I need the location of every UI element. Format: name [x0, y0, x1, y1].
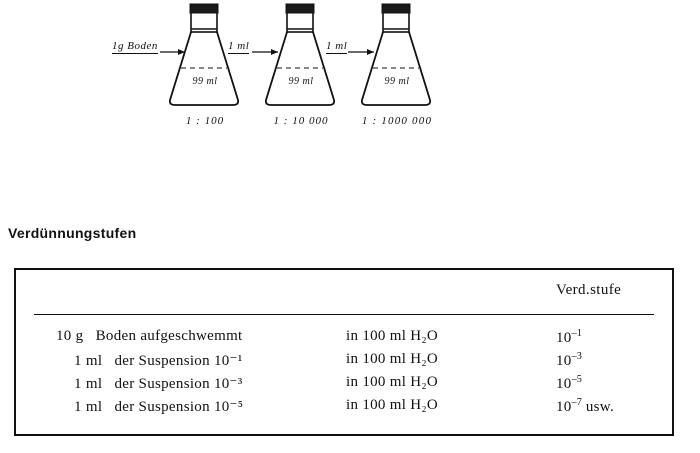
dilution-diagram: [0, 0, 700, 150]
row-solvent: in 100 ml H₂O: [346, 397, 439, 413]
diagram-transfer-label-2: 1 ml: [326, 40, 348, 52]
flask-1: [160, 2, 250, 137]
row-description: [74, 397, 374, 416]
dilution-table: [14, 268, 674, 436]
row-stage: [556, 397, 614, 416]
row-text: Boden aufgeschwemmt: [95, 328, 243, 344]
diagram-transfer-label-1: 1 ml: [228, 40, 250, 52]
row-stage-base: 10: [556, 376, 572, 392]
row-stage: [556, 328, 582, 347]
row-stage-base: 10: [556, 353, 572, 369]
row-stage-exponent: –3: [571, 351, 582, 362]
diagram-input-label: 1g Boden: [112, 40, 158, 52]
flask-3: [352, 2, 442, 137]
row-stage: [556, 374, 582, 393]
flask-2-ratio: 1 : 10 000: [273, 115, 329, 127]
row-amount: 10 g: [56, 328, 84, 344]
table-row: [16, 351, 672, 374]
flask-1-ratio: 1 : 100: [185, 115, 225, 127]
diagram-arrows: [0, 0, 700, 150]
flask-icon: [352, 2, 442, 114]
flask-3-ratio: 1 : 1000 000: [361, 115, 433, 127]
row-stage-base: 10: [556, 330, 572, 346]
row-stage-exponent: –1: [571, 328, 582, 339]
table-row: [16, 328, 672, 351]
row-description: [56, 328, 356, 345]
flask-3-volume: 99 ml: [384, 76, 410, 87]
row-stage-exponent: –7: [571, 397, 582, 408]
flask-1-volume: 99 ml: [192, 76, 218, 87]
row-description: [74, 374, 374, 393]
row-stage-exponent: –5: [571, 374, 582, 385]
table-row: [16, 374, 672, 397]
row-text: der Suspension 10⁻³: [114, 376, 243, 392]
row-text: der Suspension 10⁻⁵: [114, 399, 244, 415]
flask-icon: [160, 2, 250, 114]
row-solvent: in 100 ml H₂O: [346, 374, 439, 390]
row-amount: 1 ml: [74, 376, 103, 392]
row-stage-base: 10: [556, 399, 572, 415]
row-amount: 1 ml: [74, 353, 103, 369]
row-stage-suffix: usw.: [585, 399, 615, 415]
flask-2: [256, 2, 346, 137]
table-body: [16, 328, 672, 420]
row-solvent: in 100 ml H₂O: [346, 328, 439, 344]
row-description: [74, 351, 374, 370]
page-title: Verdünnungstufen: [8, 225, 137, 241]
row-text: der Suspension 10⁻¹: [114, 353, 243, 369]
row-stage: [556, 351, 582, 370]
flask-icon: [256, 2, 346, 114]
flask-2-volume: 99 ml: [288, 76, 314, 87]
table-column-header-stage: Verd.stufe: [556, 282, 622, 298]
table-header-divider: [34, 314, 654, 315]
table-row: [16, 397, 672, 420]
row-amount: 1 ml: [74, 399, 103, 415]
row-solvent: in 100 ml H₂O: [346, 351, 439, 367]
